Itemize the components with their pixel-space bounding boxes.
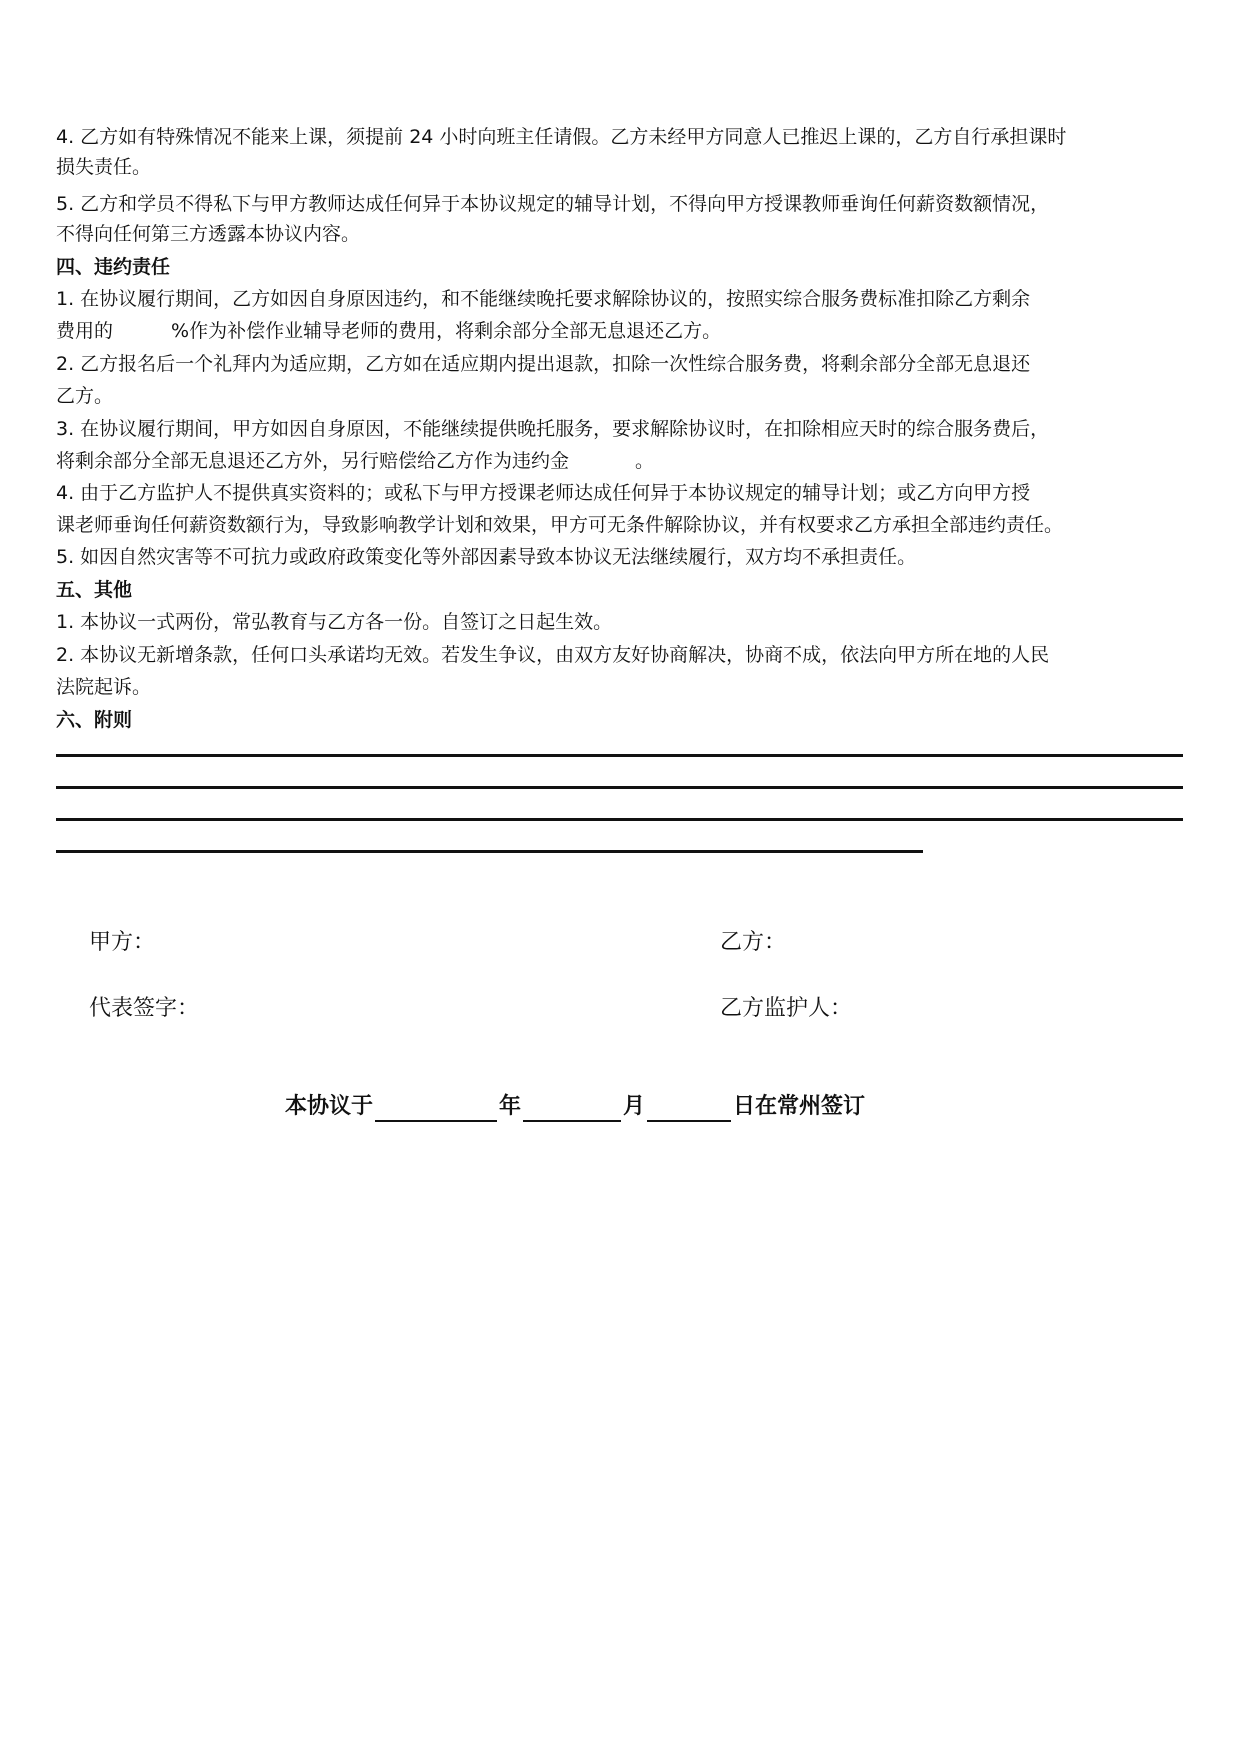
day-blank[interactable] [647, 1096, 731, 1122]
clause5-item2-line2: 法院起诉。 [56, 676, 152, 698]
year-blank[interactable] [375, 1096, 497, 1122]
clause4-item3-text-b: 。 [635, 450, 655, 472]
party-a-rep-label: 代表签字： [89, 996, 200, 1021]
clause4-item1-text-b: %作为补偿作业辅导老师的费用，将剩余部分全部无息退还乙方。 [171, 320, 722, 342]
appendix-line-1[interactable] [56, 754, 1183, 757]
signing-suffix: 日在常州签订 [733, 1094, 866, 1119]
signing-year-label: 年 [499, 1094, 522, 1119]
clause6-heading: 六、附则 [56, 709, 133, 731]
month-blank[interactable] [523, 1096, 621, 1122]
appendix-line-3[interactable] [56, 818, 1183, 821]
clause4-item5-line1: 5. 如因自然灾害等不可抗力或政府政策变化等外部因素导致本协议无法继续履行，双方均不承担责任。 [56, 546, 917, 568]
clause4-heading: 四、违约责任 [56, 256, 171, 278]
party-b-label: 乙方： [720, 930, 787, 955]
party-b-guardian-label: 乙方监护人： [720, 996, 853, 1021]
clause4-item3-line1: 3. 在协议履行期间，甲方如因自身原因，不能继续提供晚托服务，要求解除协议时，在扣除相应天时的综合服务费后， [56, 418, 1050, 440]
clause5-heading: 五、其他 [56, 579, 133, 601]
clause4-item2-line2: 乙方。 [56, 385, 114, 407]
clause4-item1-text-a: 费用的 [56, 320, 114, 342]
party-a-label: 甲方： [89, 930, 156, 955]
appendix-line-2[interactable] [56, 786, 1183, 789]
clause4-item3-text-a: 将剩余部分全部无息退还乙方外，另行赔偿给乙方作为违约金 [56, 450, 570, 472]
signing-date-line [285, 1092, 865, 1122]
clause3-item5-line2: 不得向任何第三方透露本协议内容。 [56, 223, 361, 245]
appendix-line-4[interactable] [56, 850, 923, 853]
signing-month-label: 月 [623, 1094, 646, 1119]
clause5-item2-line1: 2. 本协议无新增条款，任何口头承诺均无效。若发生争议，由双方友好协商解决，协商不成，依法向甲方所在地的人民 [56, 644, 1050, 666]
clause3-item5-line1: 5. 乙方和学员不得私下与甲方教师达成任何异于本协议规定的辅导计划，不得向甲方授课教师垂询任何薪资数额情况， [56, 193, 1050, 215]
clause4-item3-line2 [56, 446, 654, 476]
clause4-item1-line2 [56, 316, 721, 346]
clause5-item1-line1: 1. 本协议一式两份，常弘教育与乙方各一份。自签订之日起生效。 [56, 611, 613, 633]
clause4-item4-line1: 4. 由于乙方监护人不提供真实资料的；或私下与甲方授课老师达成任何异于本协议规定的辅导计划；或乙方向甲方授 [56, 482, 1031, 504]
clause3-item4-line2: 损失责任。 [56, 156, 152, 178]
signing-prefix: 本协议于 [285, 1094, 374, 1119]
clause3-item4-line1: 4. 乙方如有特殊情况不能来上课，须提前 24 小时向班主任请假。乙方未经甲方同意人已推迟上课的，乙方自行承担课时 [56, 126, 1067, 148]
clause4-item4-line2: 课老师垂询任何薪资数额行为，导致影响教学计划和效果，甲方可无条件解除协议，并有权要求乙方承担全部违约责任。 [56, 514, 1064, 536]
clause4-item1-line1: 1. 在协议履行期间，乙方如因自身原因违约，和不能继续晚托要求解除协议的，按照实综合服务费标准扣除乙方剩余 [56, 288, 1031, 310]
clause4-item2-line1: 2. 乙方报名后一个礼拜内为适应期，乙方如在适应期内提出退款，扣除一次性综合服务费，将剩余部分全部无息退还 [56, 353, 1031, 375]
